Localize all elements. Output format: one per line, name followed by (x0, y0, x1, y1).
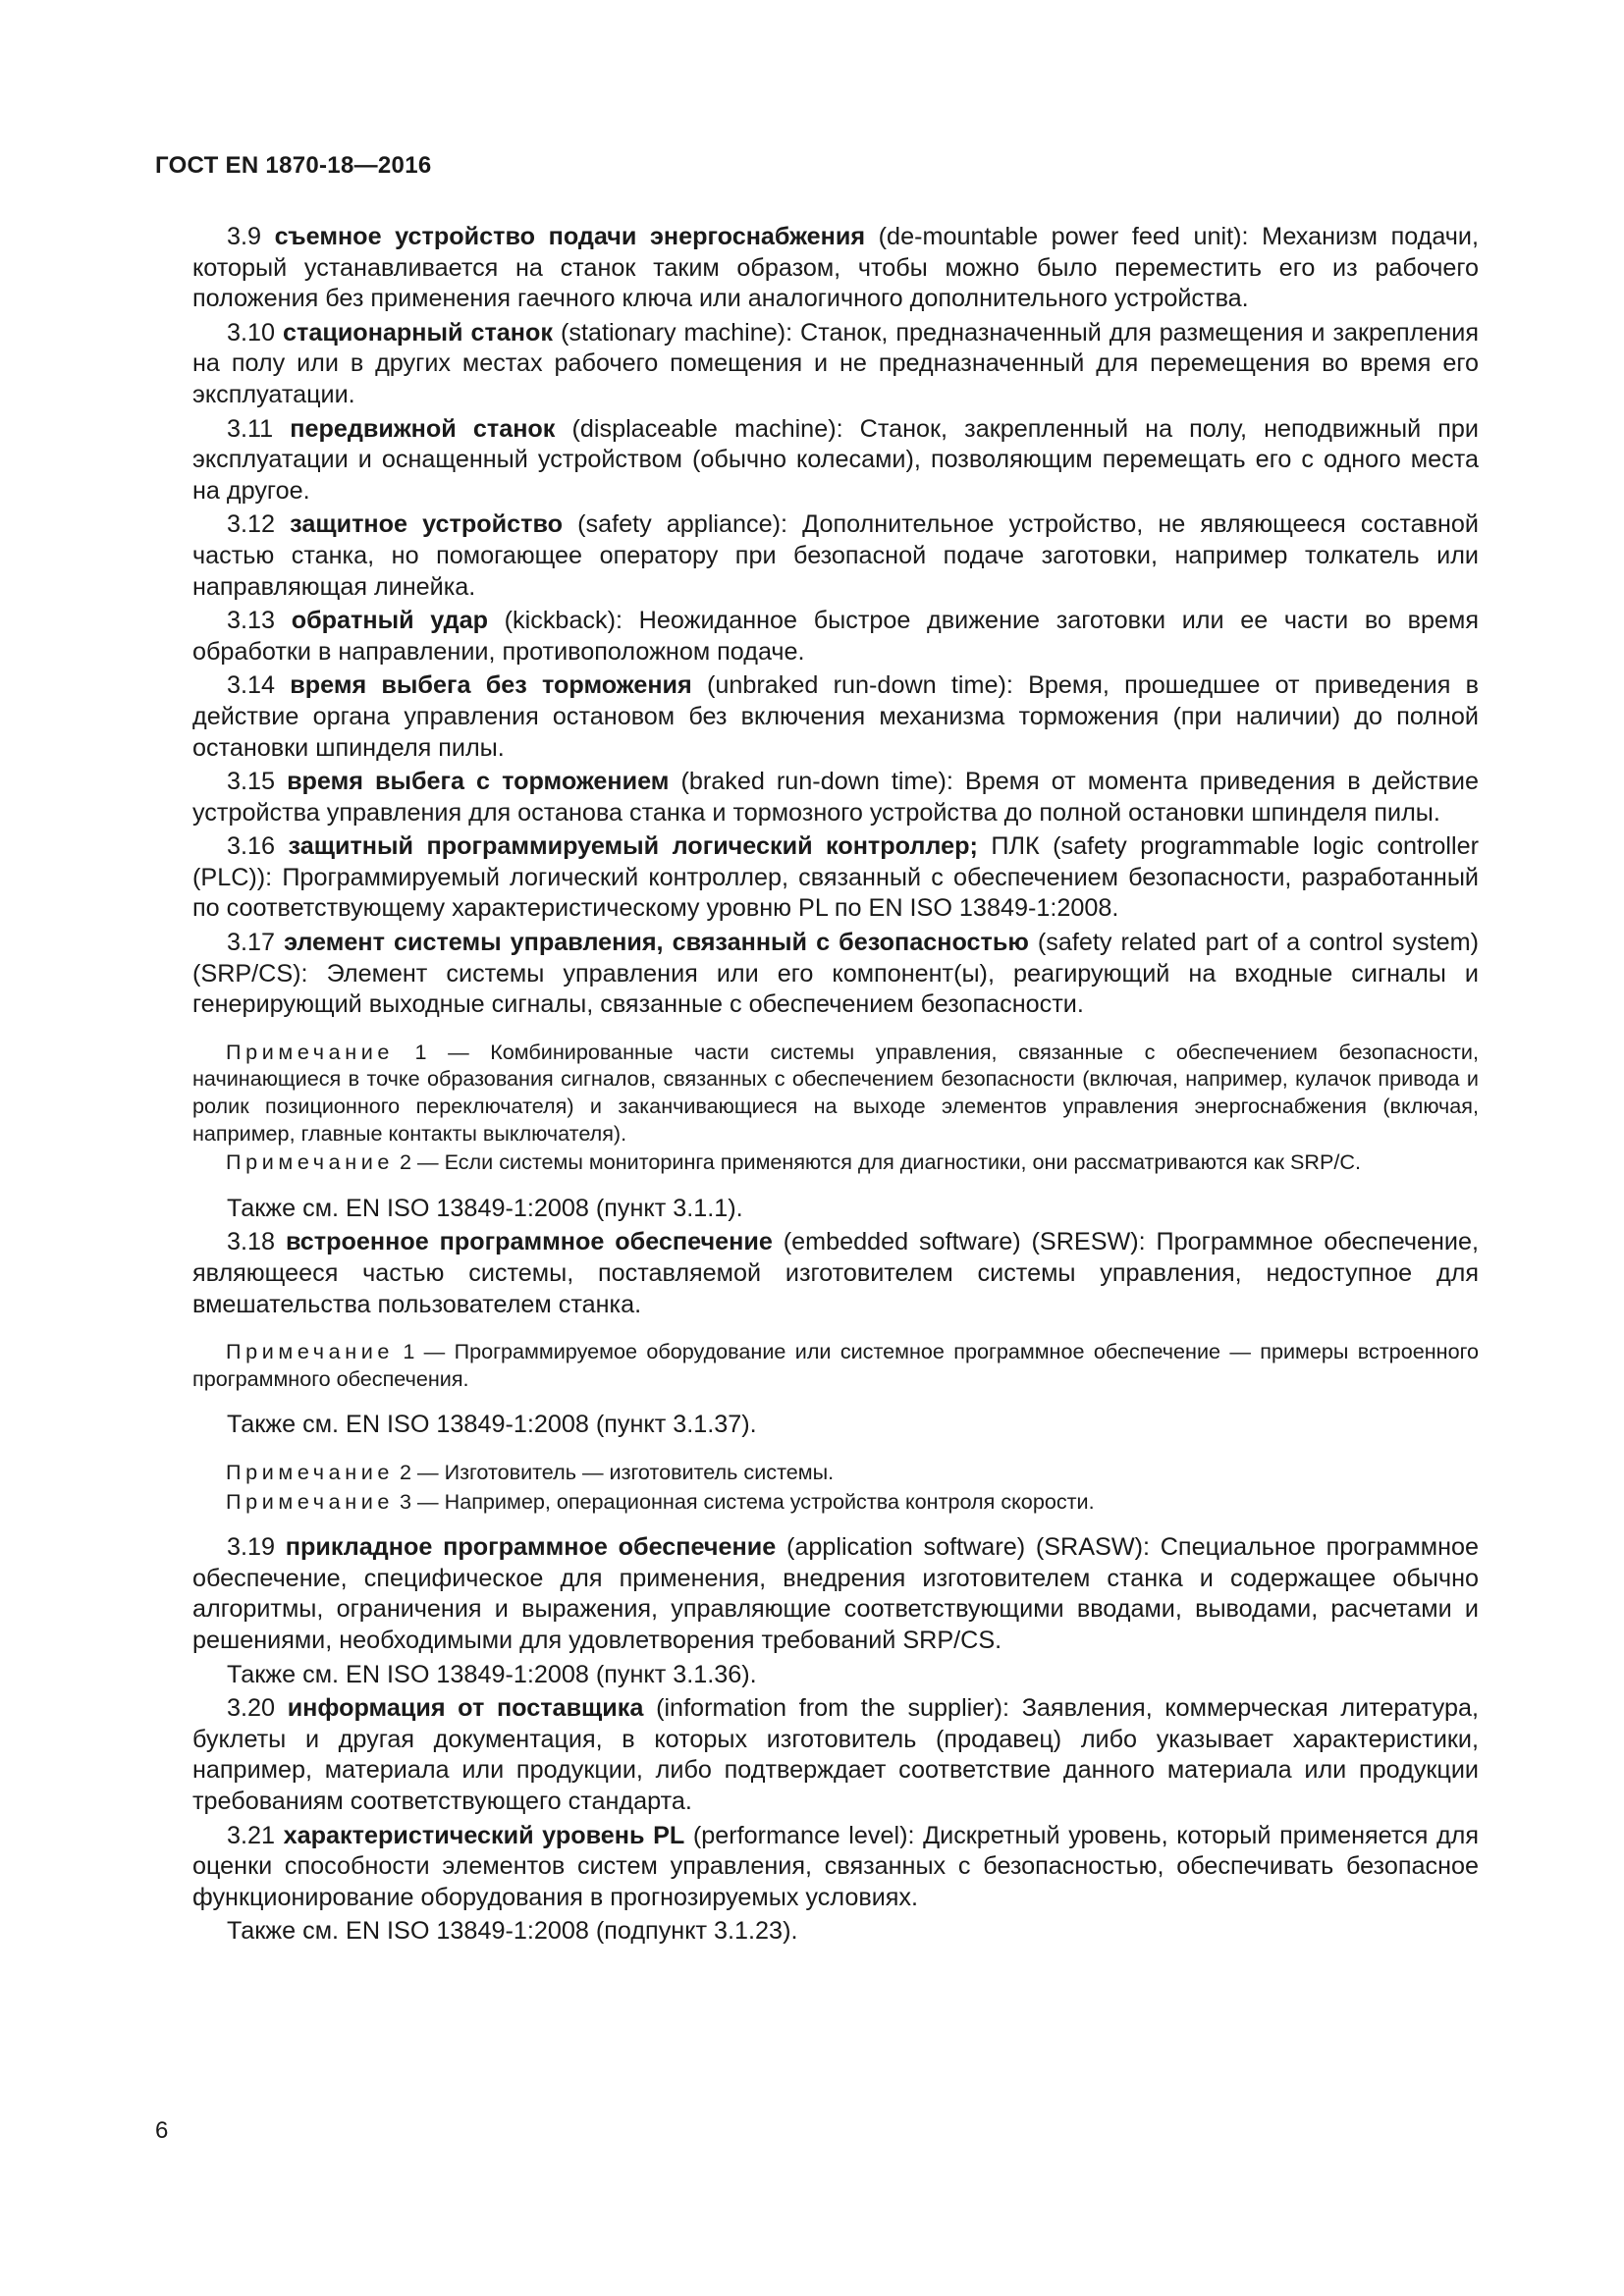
term-entry: 3.18 встроенное программное обеспечение (embedded software) (SRESW): Программное обеспечение, являющееся частью системы, поставляемой изготовителем системы управления, недоступное для вмешательства пользователем станка. (192, 1228, 1480, 1318)
document-header: ГОСТ EN 1870-18—2016 (155, 152, 432, 179)
see-also: Также см. EN ISO 13849-1:2008 (подпункт 3.1.23). (227, 1917, 798, 1946)
term-entry: 3.21 характеристический уровень PL (performance level): Дискретный уровень, который применяется для оценки способности элементов систем управления, связанных с безопасностью, обеспечивать безопасное функционирование оборудования в прогнозируемых условиях. (192, 1821, 1479, 1911)
term-entry: 3.19 прикладное программное обеспечение (application software) (SRASW): Специальное программное обеспечение, специфическое для применения, внедрения изготовителем станка и содержащее обычно алгоритмы, ограничения и выражения, управляющие соответствующими вводами, выводами, расчетами и решениями, необходимыми для удовлетворения требований SRP/CS. (192, 1533, 1479, 1654)
document-body (192, 222, 1479, 1950)
note: Примечание 2 — Изготовитель — изготовитель системы. (226, 1459, 835, 1484)
see-also: Также см. EN ISO 13849-1:2008 (пункт 3.1.37). (227, 1411, 757, 1439)
term-entry: 3.11 передвижной станок (displaceable machine): Станок, закрепленный на полу, неподвижный при эксплуатации и оснащенный устройством (обычно колесами), позволяющим перемещать его с одного места на другое. (192, 414, 1479, 505)
term-entry: 3.12 защитное устройство (safety appliance): Дополнительное устройство, не являющееся составной частью станка, но помогающее оператору при безопасной подаче заготовки, например толкатель или направляющая линейка. (192, 510, 1479, 601)
term-entry: 3.10 стационарный станок (stationary machine): Станок, предназначенный для размещения и закрепления на полу или в других местах рабочего помещения и не предназначенный для перемещения во время его эксплуатации. (192, 318, 1479, 408)
term-entry: 3.15 время выбега с торможением (braked run-down time): Время от момента приведения в действие устройства управления для останова станка и тормозного устройства до полной остановки шпинделя пилы. (192, 768, 1479, 827)
term-entry: 3.9 съемное устройство подачи энергоснабжения (de-mountable power feed unit): Механизм подачи, который устанавливается на станок таким образом, чтобы можно было переместить его из рабочего положения без применения гаечного ключа или аналогичного дополнительного устройства. (192, 223, 1479, 313)
term-entry: 3.13 обратный удар (kickback): Неожиданное быстрое движение заготовки или ее части во время обработки в направлении, противоположном подаче. (192, 607, 1480, 666)
term-entry: 3.20 информация от поставщика (information from the supplier): Заявления, коммерческая литература, буклеты и другая документация, в которых изготовитель (продавец) либо указывает характеристики, например, материала или продукции, либо подтверждает соответствие данного материала или продукции требованиям соответствующего стандарта. (192, 1694, 1480, 1815)
note: Примечание 1 — Программируемое оборудование или системное программное обеспечение — примеры встроенного программного обеспечения. (192, 1339, 1479, 1391)
term-entry: 3.16 защитный программируемый логический контроллер; ПЛК (safety programmable logic controller (PLC)): Программируемый логический контроллер, связанный с обеспечением безопасности, разработанный по соответствующему характеристическому уровню PL по EN ISO 13849-1:2008. (192, 832, 1480, 923)
term-entry: 3.17 элемент системы управления, связанный с безопасностью (safety related part of a control system) (SRP/CS): Элемент системы управления или его компонент(ы), реагирующий на входные сигналы и генерирующий выходные сигналы, связанные с обеспечением безопасности. (192, 929, 1480, 1019)
note: Примечание 3 — Например, операционная система устройства контроля скорости. (226, 1488, 1095, 1514)
see-also: Также см. EN ISO 13849-1:2008 (пункт 3.1.1). (227, 1194, 743, 1222)
note: Примечание 2 — Если системы мониторинга применяются для диагностики, они рассматриваются как SRP/C. (226, 1149, 1361, 1175)
note: Примечание 1 — Комбинированные части системы управления, связанные с обеспечением безопасности, начинающиеся в точке образования сигналов, связанных с обеспечением безопасности (включая, например, кулачок привода и ролик позиционного переключателя) и заканчивающиеся на выходе элементов управления энергоснабжения (включая, например, главные контакты выключателя). (192, 1039, 1479, 1146)
term-entry: 3.14 время выбега без торможения (unbraked run-down time): Время, прошедшее от приведения в действие органа управления остановом без включения механизма торможения (при наличии) до полной остановки шпинделя пилы. (192, 671, 1480, 762)
page-number: 6 (155, 2117, 169, 2144)
see-also: Также см. EN ISO 13849-1:2008 (пункт 3.1.36). (227, 1660, 757, 1688)
